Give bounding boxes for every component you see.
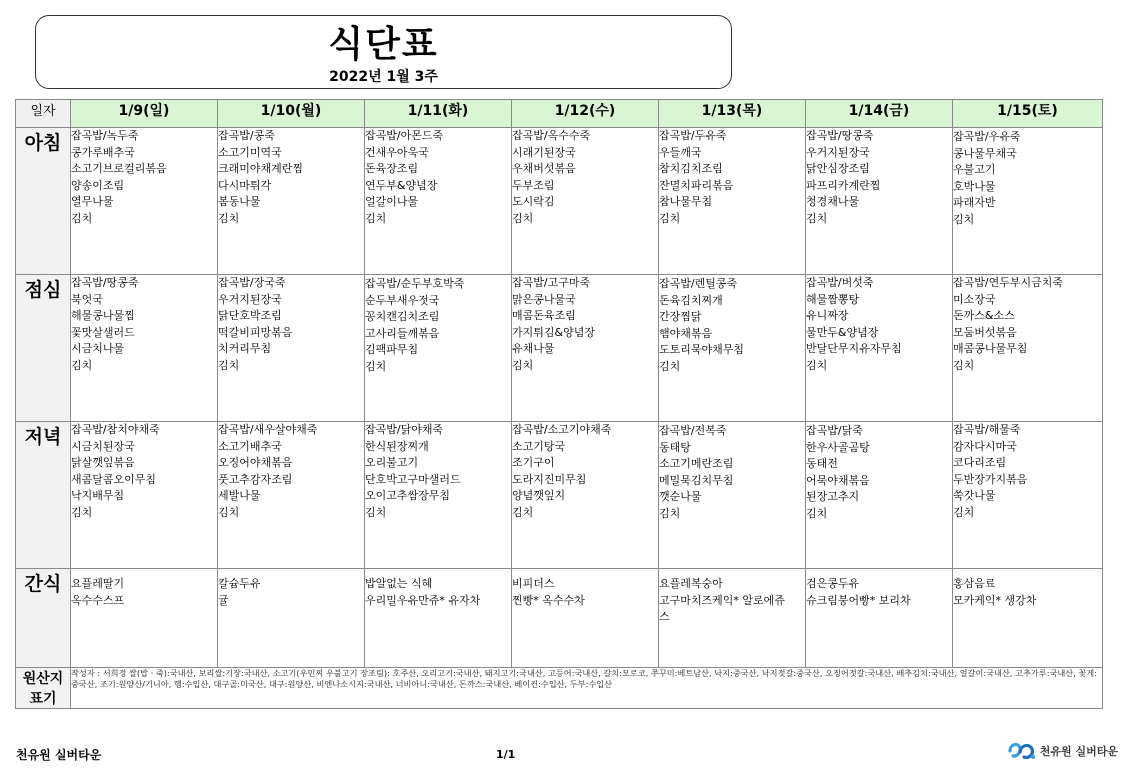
day-header: 1/9(일) xyxy=(71,100,218,128)
menu-item: 홍삼음료 xyxy=(953,577,996,590)
page-number: 1/1 xyxy=(496,748,516,761)
menu-item: 잡곡밥/아몬드죽 xyxy=(365,129,444,142)
menu-table xyxy=(15,99,1103,709)
menu-item: 오리불고기 xyxy=(365,456,419,469)
menu-item: 비피더스 xyxy=(512,577,555,590)
menu-item: 시금치나물 xyxy=(71,342,125,355)
menu-item: 김치 xyxy=(71,358,93,372)
menu-cell xyxy=(365,569,512,668)
menu-item: 소고기브로컬리볶음 xyxy=(71,162,167,175)
menu-item: 동태전 xyxy=(806,457,838,470)
corner-label: 일자 xyxy=(16,100,71,128)
menu-item: 어묵야채볶음 xyxy=(806,473,870,487)
menu-item: 다시마튀각 xyxy=(218,178,272,192)
menu-item: 옥수수스프 xyxy=(71,593,125,607)
menu-item: 감자다시마국 xyxy=(953,439,1017,453)
menu-item: 연두부&양념장 xyxy=(365,178,438,192)
menu-item: 쑥갓나물 xyxy=(953,489,996,502)
menu-cell xyxy=(659,128,806,275)
menu-item: 떡갈비피망볶음 xyxy=(218,325,293,339)
menu-item: 잔멸치파리볶음 xyxy=(659,178,734,192)
menu-item: 김치 xyxy=(512,358,534,372)
menu-item: 양념깻잎지 xyxy=(512,489,566,502)
menu-cell xyxy=(218,128,365,275)
menu-item: 봄동나물 xyxy=(218,195,261,208)
menu-cell xyxy=(953,128,1103,275)
menu-item: 김치 xyxy=(659,211,681,225)
menu-cell xyxy=(365,275,512,422)
menu-item: 김치 xyxy=(806,506,828,520)
menu-cell xyxy=(71,128,218,275)
menu-item: 순두부새우젓국 xyxy=(365,293,440,307)
menu-cell xyxy=(806,569,953,668)
menu-item: 해물짬뽕탕 xyxy=(806,292,860,306)
menu-item: 청경채나물 xyxy=(806,195,860,208)
menu-item: 검은콩두유 xyxy=(806,577,860,590)
origin-row xyxy=(16,668,1103,709)
day-header: 1/10(월) xyxy=(218,100,365,128)
day-header: 1/15(토) xyxy=(953,100,1103,128)
menu-item: 잡곡밥/두유죽 xyxy=(659,129,727,142)
menu-item: 시금치된장국 xyxy=(71,439,135,453)
menu-cell xyxy=(71,569,218,668)
menu-cell xyxy=(512,128,659,275)
menu-item: 반달단무지유자무침 xyxy=(806,342,902,355)
menu-item: 김치 xyxy=(71,211,93,225)
menu-item: 유채나물 xyxy=(512,342,555,355)
menu-item: 얼갈이나물 xyxy=(365,195,419,208)
wave-logo-icon xyxy=(1007,740,1037,762)
title-box xyxy=(35,15,732,89)
menu-item: 깻순나물 xyxy=(659,490,702,503)
menu-item: 김치 xyxy=(365,505,387,519)
meal-label: 아침 xyxy=(16,128,71,275)
menu-item: 시래기된장국 xyxy=(512,145,576,159)
menu-item: 우리밀우유만쥬* 유자차 xyxy=(365,593,481,607)
menu-item: 크래미야채계란찜 xyxy=(218,162,304,175)
menu-item: 스 xyxy=(659,610,670,623)
menu-item: 김치 xyxy=(365,359,387,373)
menu-item: 칼슘두유 xyxy=(218,577,261,590)
menu-item: 콩가루배추국 xyxy=(71,145,135,159)
menu-item: 김치 xyxy=(953,358,975,372)
menu-item: 해물콩나물찜 xyxy=(71,309,135,322)
meal-label: 점심 xyxy=(16,275,71,422)
menu-cell xyxy=(806,275,953,422)
day-header-row xyxy=(16,100,1103,128)
menu-item: 우채버섯볶음 xyxy=(512,162,576,175)
menu-item: 잡곡밥/닭죽 xyxy=(806,424,863,437)
menu-item: 참치김치조림 xyxy=(659,162,723,175)
menu-item: 요플레딸기 xyxy=(71,577,125,590)
menu-item: 잡곡밥/전복죽 xyxy=(659,424,727,437)
menu-item: 우거지된장국 xyxy=(806,145,870,159)
footer-logo-text: 천유원 실버타운 xyxy=(1039,745,1118,758)
menu-item: 잡곡밥/장국죽 xyxy=(218,276,286,289)
menu-item: 모둠버섯볶음 xyxy=(953,325,1017,339)
menu-item: 매콤콩나물무침 xyxy=(953,342,1028,355)
menu-item: 치커리무침 xyxy=(218,342,272,355)
menu-item: 잡곡밥/버섯죽 xyxy=(806,276,874,289)
menu-item: 코다리조림 xyxy=(953,456,1007,469)
meal-row xyxy=(16,275,1103,422)
menu-item: 돈육장조림 xyxy=(365,162,419,175)
menu-item: 잡곡밥/녹두죽 xyxy=(71,129,139,142)
menu-item: 잡곡밥/옥수수죽 xyxy=(512,129,591,142)
menu-cell xyxy=(953,569,1103,668)
menu-item: 매콤돈육조림 xyxy=(512,309,576,322)
menu-cell xyxy=(512,569,659,668)
menu-item: 조기구이 xyxy=(512,456,555,469)
menu-cell xyxy=(659,422,806,569)
menu-item: 가지튀김&양념장 xyxy=(512,325,595,339)
menu-item: 김치 xyxy=(218,211,240,225)
menu-item: 간장찜닭 xyxy=(659,310,702,323)
menu-cell xyxy=(512,275,659,422)
day-header: 1/14(금) xyxy=(806,100,953,128)
menu-item: 북엇국 xyxy=(71,292,103,306)
menu-cell xyxy=(659,275,806,422)
menu-item: 맑은콩나물국 xyxy=(512,292,576,306)
menu-item: 동태탕 xyxy=(659,440,691,454)
menu-item: 파프리카계란찜 xyxy=(806,178,881,192)
menu-item: 모카케익* 생강차 xyxy=(953,593,1037,607)
menu-item: 우들깨국 xyxy=(659,145,702,159)
menu-item: 잡곡밥/렌틸콩죽 xyxy=(659,277,738,290)
menu-item: 잡곡밥/연두부시금치죽 xyxy=(953,276,1063,289)
origin-label: 원산지 표기 xyxy=(16,668,71,709)
menu-cell xyxy=(71,275,218,422)
menu-cell xyxy=(659,569,806,668)
day-header: 1/12(수) xyxy=(512,100,659,128)
day-header: 1/13(목) xyxy=(659,100,806,128)
menu-item: 두부조림 xyxy=(512,178,555,192)
meal-label: 저녁 xyxy=(16,422,71,569)
menu-item: 우불고기 xyxy=(953,163,996,176)
menu-item: 김치 xyxy=(512,211,534,225)
menu-item: 귤 xyxy=(218,593,229,607)
page-subtitle: 2022년 1월 3주 xyxy=(329,69,438,85)
menu-cell xyxy=(806,128,953,275)
menu-cell xyxy=(71,422,218,569)
menu-item: 고구마치즈케익* 알로에쥬 xyxy=(659,593,785,607)
menu-item: 잡곡밥/땅콩죽 xyxy=(71,276,139,289)
menu-item: 꽃맛살샐러드 xyxy=(71,325,135,339)
menu-item: 미소장국 xyxy=(953,292,996,306)
menu-item: 잡곡밥/참치야채죽 xyxy=(71,423,160,436)
menu-item: 소고기메란조림 xyxy=(659,457,734,470)
menu-item: 호박나물 xyxy=(953,179,996,193)
page-title: 식단표 xyxy=(328,24,439,65)
menu-item: 돈까스&소스 xyxy=(953,309,1015,322)
footer-logo xyxy=(1007,740,1118,762)
menu-item: 김치 xyxy=(512,505,534,519)
menu-item: 꽁치캔김치조림 xyxy=(365,310,440,323)
menu-item: 소고기탕국 xyxy=(512,439,566,453)
menu-item: 잡곡밥/닭야채죽 xyxy=(365,423,444,436)
menu-item: 건새우아욱국 xyxy=(365,145,429,159)
menu-item: 도라지진미무침 xyxy=(512,472,587,486)
origin-text: 작성자 : 서희정 쌀(밥 · 죽):국내산, 보리쌀:기장:국내산, 소고기(우민찌 우불고기 장조림): 호주산, 오리고기:국내산, 돼지고기:국내산, 고등어:국내산, 갈치:모로코, 쭈꾸미:베트남산, 낙지:중국산, 낙지젓갈:중국산, 오징어젓갈:국내산, 배추김치:국내산, 얼갈이:국내산, 고추가루:국내산, 꽃게:중국산, 조기:원양산/기니아, 햄:수입산, 대구골:미국산, 대구:원양산, 비엔나소시지:국내산, 너비아니:국내산, 돈까스:국내산, 베이컨:수입산, 두부:수입산 xyxy=(71,668,1103,709)
menu-item: 잡곡밥/해물죽 xyxy=(953,423,1021,436)
menu-item: 닭단호박조림 xyxy=(218,309,282,322)
menu-item: 김치 xyxy=(659,506,681,520)
menu-item: 세발나물 xyxy=(218,489,261,502)
menu-item: 우거지된장국 xyxy=(218,292,282,306)
menu-cell xyxy=(365,422,512,569)
day-header: 1/11(화) xyxy=(365,100,512,128)
menu-cell xyxy=(218,275,365,422)
menu-item: 유니짜장 xyxy=(806,309,849,322)
menu-cell xyxy=(953,275,1103,422)
menu-item: 김치 xyxy=(365,211,387,225)
menu-item: 단호박고구마샐러드 xyxy=(365,472,461,486)
menu-item: 참나물무침 xyxy=(659,195,713,208)
menu-item: 고사리들깨볶음 xyxy=(365,326,440,340)
menu-item: 김팩파무침 xyxy=(365,343,419,356)
menu-item: 메밀묵김치무침 xyxy=(659,473,734,487)
menu-item: 새콤달콤오이무침 xyxy=(71,472,157,486)
menu-item: 한식된장찌개 xyxy=(365,439,429,453)
menu-item: 김치 xyxy=(806,358,828,372)
menu-item: 돈육김치찌개 xyxy=(659,293,723,307)
menu-item: 잡곡밥/소고기야채죽 xyxy=(512,423,612,436)
menu-item: 잡곡밥/순두부호박죽 xyxy=(365,277,465,290)
menu-item: 콩나물무채국 xyxy=(953,146,1017,160)
menu-item: 물만두&양념장 xyxy=(806,325,879,339)
menu-item: 파래자반 xyxy=(953,196,996,209)
menu-item: 김치 xyxy=(71,505,93,519)
menu-item: 김치 xyxy=(953,505,975,519)
footer-org-name: 천유원 실버타운 xyxy=(16,748,102,762)
menu-item: 김치 xyxy=(806,211,828,225)
meal-label: 간식 xyxy=(16,569,71,668)
menu-item: 두반장가지볶음 xyxy=(953,472,1028,486)
menu-item: 김치 xyxy=(953,212,975,226)
menu-item: 닭안심장조림 xyxy=(806,162,870,175)
menu-item: 열무나물 xyxy=(71,195,114,208)
menu-item: 잡곡밥/새우살야채죽 xyxy=(218,423,318,436)
menu-item: 김치 xyxy=(218,505,240,519)
meal-row xyxy=(16,128,1103,275)
menu-item: 닭살깻잎볶음 xyxy=(71,456,135,469)
snack-row xyxy=(16,569,1103,668)
meal-row xyxy=(16,422,1103,569)
menu-item: 잡곡밥/콩죽 xyxy=(218,129,275,142)
menu-cell xyxy=(218,569,365,668)
menu-item: 슈크림붕어빵* 보리차 xyxy=(806,593,911,607)
menu-cell xyxy=(953,422,1103,569)
menu-item: 김치 xyxy=(218,358,240,372)
menu-item: 낙지배무침 xyxy=(71,489,125,502)
menu-cell xyxy=(218,422,365,569)
menu-item: 양송이조림 xyxy=(71,178,125,192)
menu-item: 도시락김 xyxy=(512,195,555,208)
menu-item: 오이고추쌈장무침 xyxy=(365,489,451,502)
menu-item: 찐빵* 옥수수차 xyxy=(512,593,585,607)
menu-item: 풋고추감자조림 xyxy=(218,472,293,486)
menu-item: 오징어야채볶음 xyxy=(218,456,293,469)
menu-item: 된장고추지 xyxy=(806,490,860,503)
menu-item: 도토리묵야채무침 xyxy=(659,343,745,356)
menu-item: 소고기배추국 xyxy=(218,439,282,453)
menu-cell xyxy=(806,422,953,569)
menu-item: 햄야채볶음 xyxy=(659,326,713,340)
menu-item: 요플레복숭아 xyxy=(659,577,723,590)
menu-item: 잡곡밥/땅콩죽 xyxy=(806,129,874,142)
menu-cell xyxy=(512,422,659,569)
menu-item: 잡곡밥/고구마죽 xyxy=(512,276,591,289)
menu-item: 한우사골곰탕 xyxy=(806,440,870,454)
menu-cell xyxy=(365,128,512,275)
menu-item: 밥알없는 식혜 xyxy=(365,577,433,590)
menu-item: 잡곡밥/우유죽 xyxy=(953,130,1021,143)
menu-item: 김치 xyxy=(659,359,681,373)
menu-item: 소고기미역국 xyxy=(218,145,282,159)
